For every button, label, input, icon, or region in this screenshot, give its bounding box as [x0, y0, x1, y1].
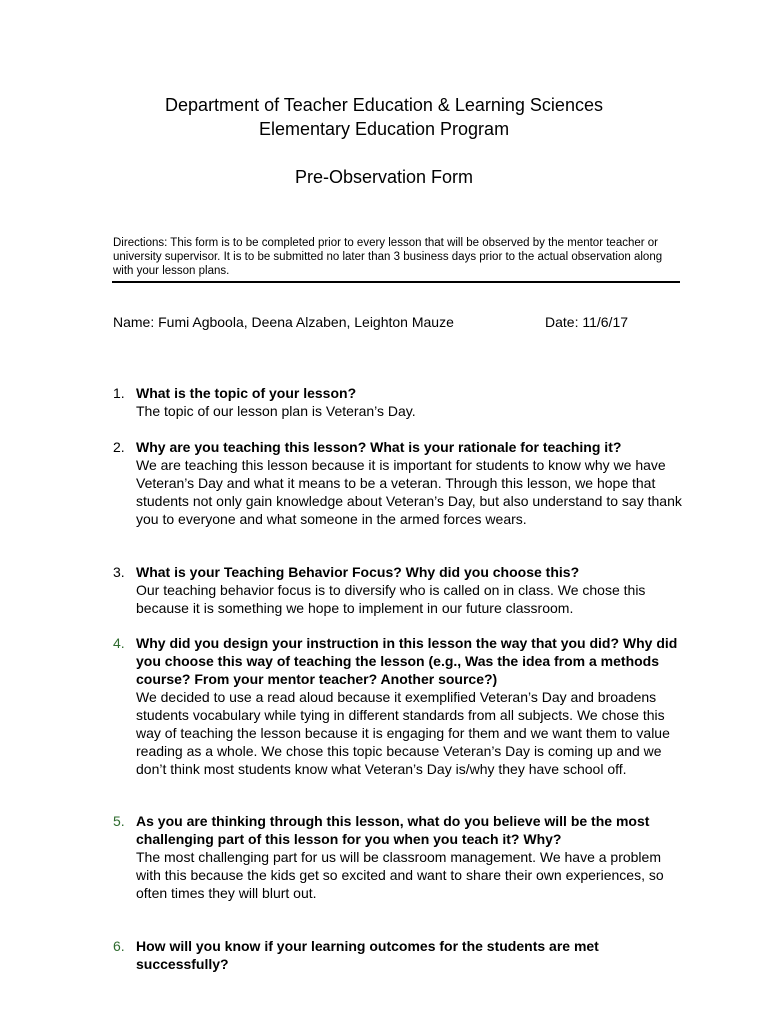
program-title: Elementary Education Program — [258, 119, 510, 139]
answer-text: We decided to use a read aloud because it exemplified Veteran’s Day and broadens students vocabulary while tying in different standards from all subjects. We chose this way of teaching the lesson because it is engaging for them and we want them to value reading as a whole. We chose this topic because Veteran’s Day is coming up and we don’t think most students know what Veteran’s Day is/why they have school off. — [136, 689, 670, 777]
question-text: Why did you design your instruction in this lesson the way that you did? Why did you choose this way of teaching the lesson (e.g., Was the idea from a methods course? From your mentor teacher? Another source?) — [136, 635, 678, 687]
answer-text: Our teaching behavior focus is to diversify who is called on in class. We chose this because it is something we hope to implement in our future classroom. — [136, 582, 646, 616]
question-text: How will you know if your learning outcomes for the students are met successfully? — [136, 938, 599, 972]
question-2 — [113, 438, 683, 528]
question-number: 6. — [113, 938, 125, 954]
question-text: What is your Teaching Behavior Focus? Why did you choose this? — [136, 564, 580, 580]
question-text: As you are thinking through this lesson, what do you believe will be the most challenging part of this lesson for you when you teach it? Why? — [136, 813, 650, 847]
directions-text: Directions: This form is to be completed prior to every lesson that will be observed by the mentor teacher or university supervisor. It is to be submitted no later than 3 business days prior to the actual observation along with your lesson plans. — [113, 237, 663, 277]
question-3 — [113, 563, 683, 617]
question-number: 2. — [113, 439, 125, 455]
department-title: Department of Teacher Education & Learning Sciences — [165, 95, 603, 115]
form-title: Pre-Observation Form — [294, 167, 474, 187]
question-text: Why are you teaching this lesson? What is your rationale for teaching it? — [136, 439, 622, 455]
question-1 — [113, 384, 683, 420]
question-4 — [113, 634, 683, 778]
answer-text: The most challenging part for us will be classroom management. We have a problem with this because the kids get so excited and want to share their own experiences, so often times they will blurt out. — [136, 849, 664, 901]
answer-text: The topic of our lesson plan is Veteran’s Day. — [136, 403, 416, 419]
question-number: 4. — [113, 635, 125, 651]
question-number: 5. — [113, 813, 125, 829]
question-number: 3. — [113, 564, 125, 580]
question-number: 1. — [113, 385, 125, 401]
question-text: What is the topic of your lesson? — [136, 385, 357, 401]
document-header — [0, 93, 768, 141]
horizontal-divider — [112, 281, 680, 283]
question-6 — [113, 937, 683, 973]
answer-text: We are teaching this lesson because it is important for students to know why we have Veteran’s Day and what it means to be a veteran. Through this lesson, we hope that students not only gain knowledge about Veteran’s Day, but also understand to say thank you to everyone and what someone in the armed forces wears. — [136, 457, 682, 527]
question-5 — [113, 812, 683, 902]
name-field: Name: Fumi Agboola, Deena Alzaben, Leighton Mauze — [113, 314, 454, 330]
date-field: Date: 11/6/17 — [545, 314, 629, 330]
